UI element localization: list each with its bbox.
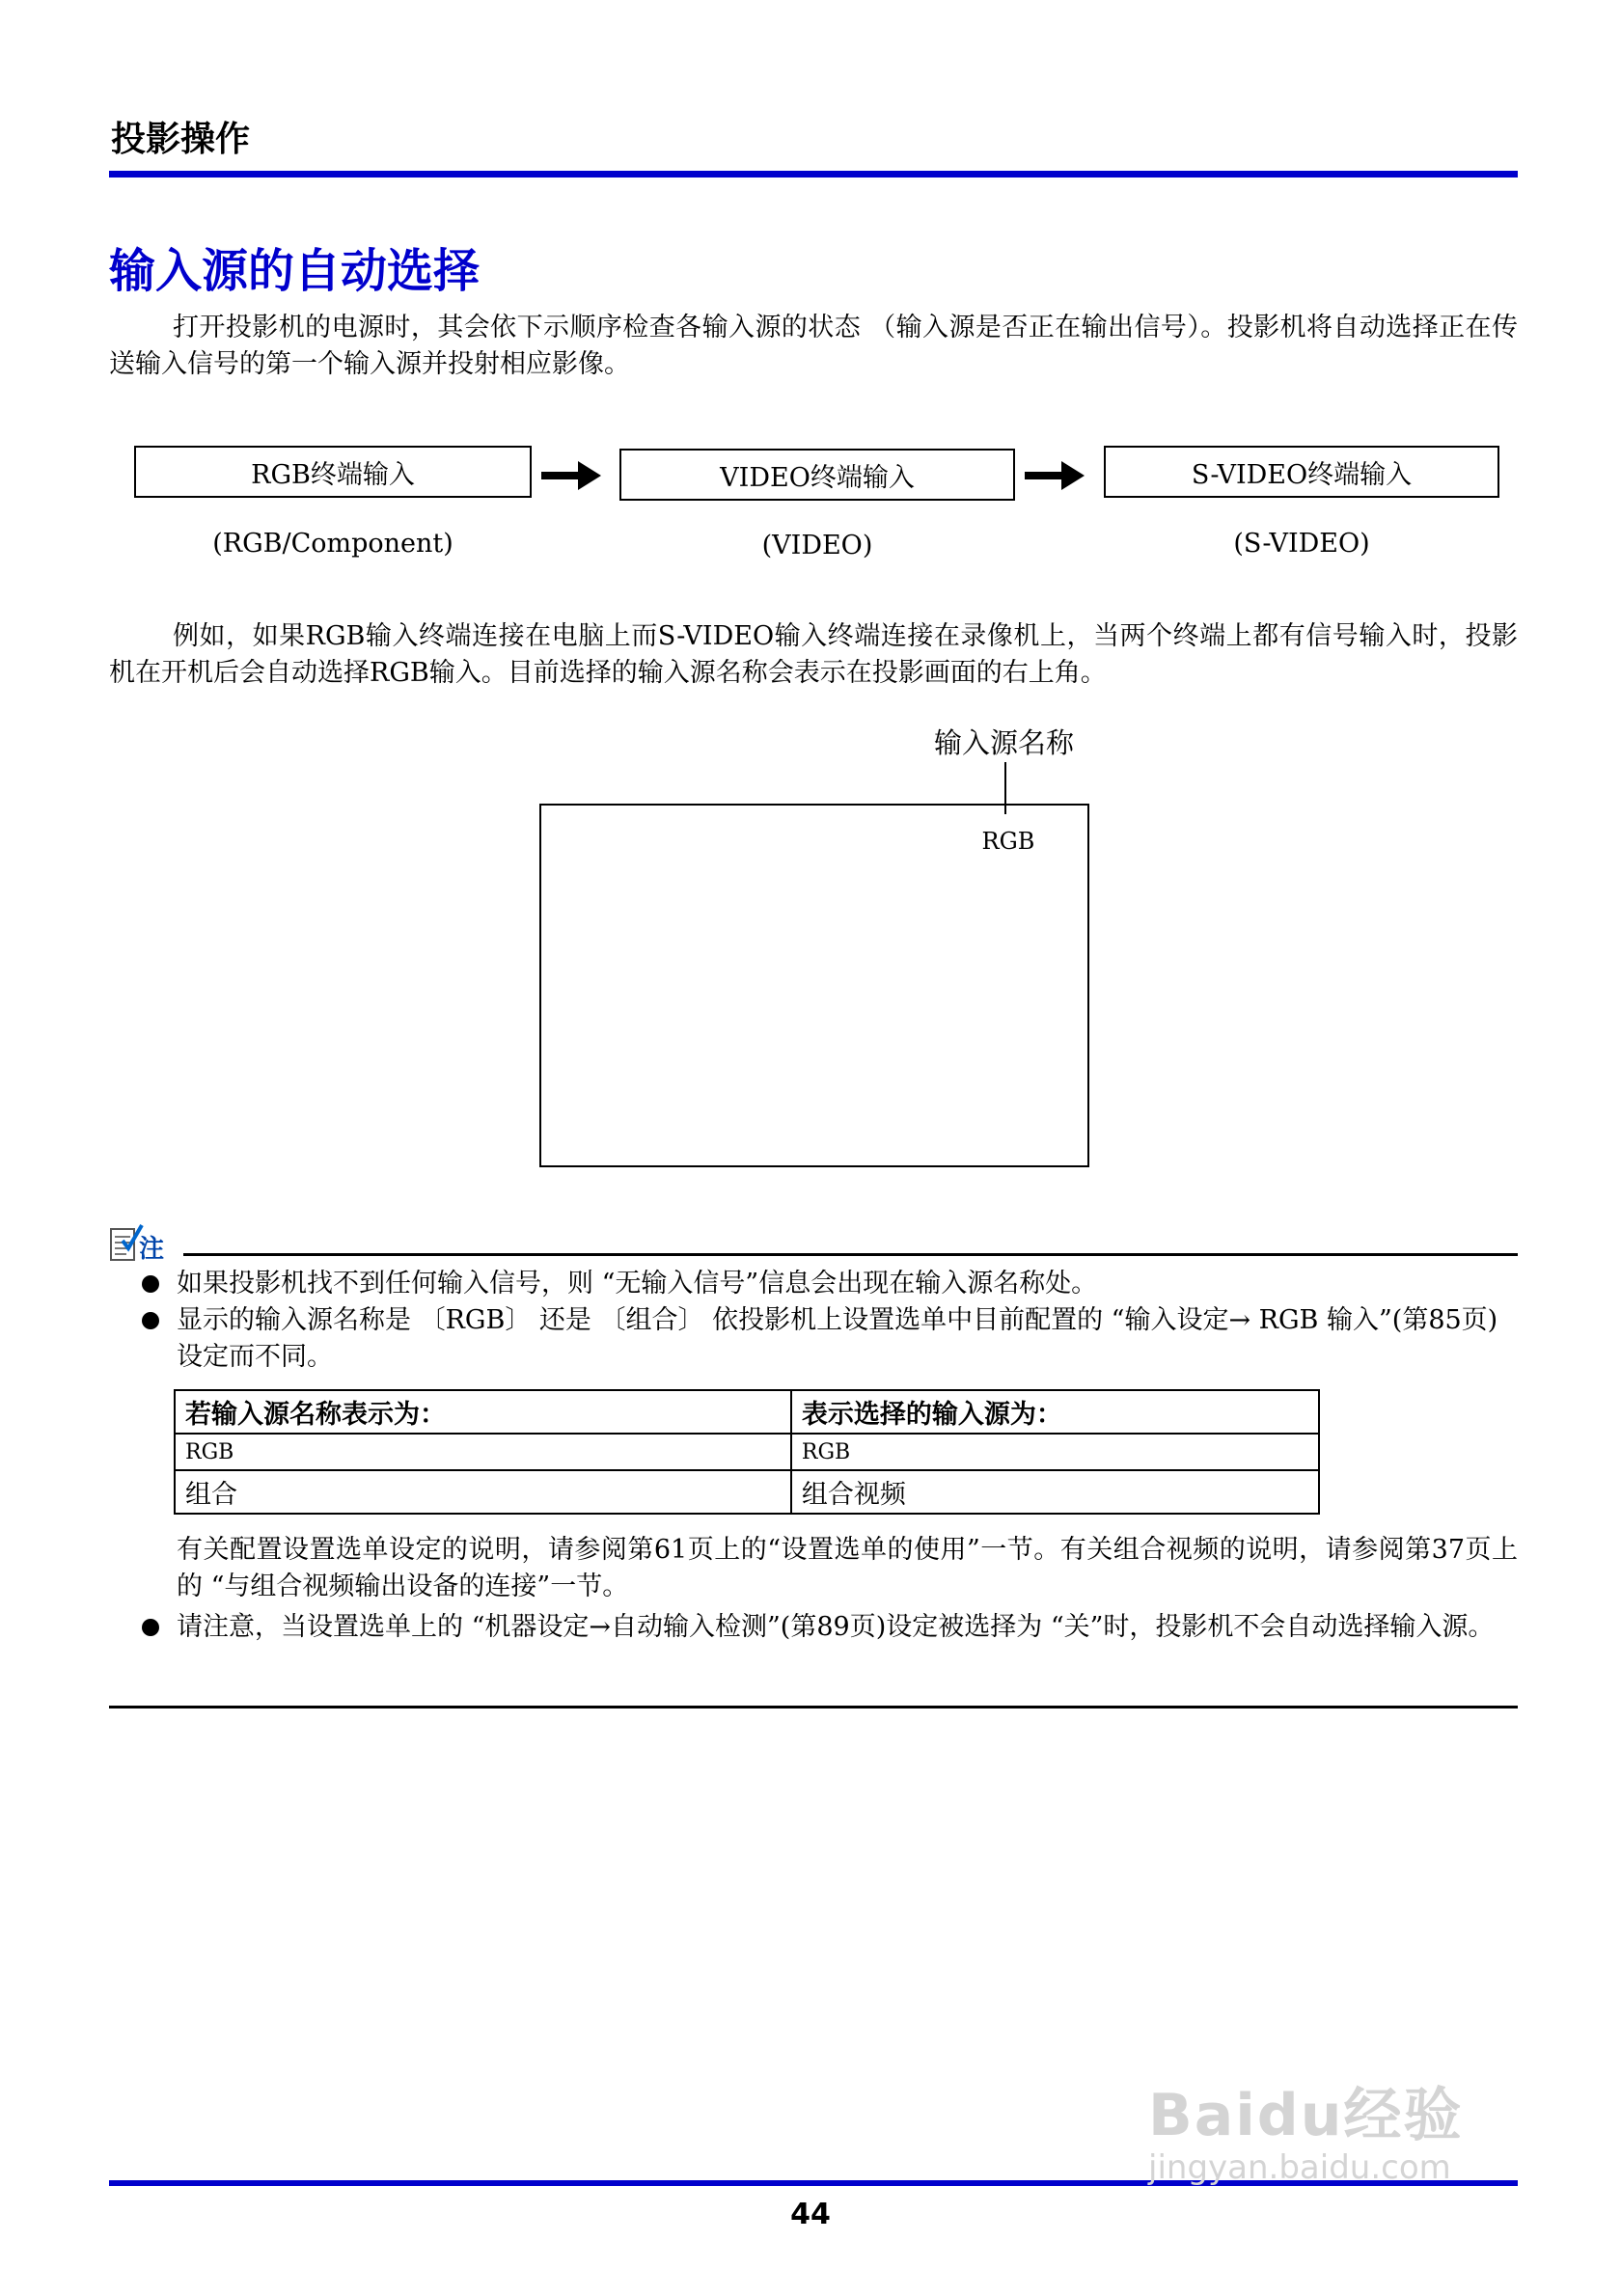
watermark-url: jingyan.baidu.com <box>1148 2148 1451 2187</box>
callout-label: 输入源名称 <box>934 726 1075 759</box>
section-title: 输入源的自动选择 <box>109 244 481 298</box>
flow-step-video: VIDEO终端输入 <box>619 449 1015 501</box>
note-item: 如果投影机找不到任何输入信号，则 “无输入信号”信息会出现在输入源名称处。 <box>142 1266 1518 1302</box>
note-bottom-rule <box>109 1706 1518 1708</box>
example-paragraph: 例如，如果RGB输入终端连接在电脑上而S-VIDEO输入终端连接在录像机上，当两个终端上都有信号输入时，投影机在开机后会自动选择RGB输入。目前选择的输入源名称会表示在投影画面的右上角。 <box>109 621 1518 688</box>
table-header-cell: 表示选择的输入源为： <box>791 1390 1319 1434</box>
note-item: 请注意，当设置选单上的 “机器设定→自动输入检测”(第89页)设定被选择为 “关”时，投影机不会自动选择输入源。 <box>142 1609 1518 1646</box>
bullet-icon <box>142 1312 159 1329</box>
watermark <box>1148 2069 1463 2187</box>
note-top-rule <box>183 1253 1518 1256</box>
header-title: 投影操作 <box>111 120 251 159</box>
source-name-table <box>174 1389 1320 1515</box>
bullet-icon <box>142 1619 159 1636</box>
note-item: 显示的输入源名称是 〔RGB〕 还是 〔组合〕 依投影机上设置选单中目前配置的 “输入设定→ RGB 输入”(第85页)设定而不同。 <box>142 1302 1518 1376</box>
flow-arrow-icon <box>541 461 601 490</box>
table-cell: 组合 <box>175 1470 791 1514</box>
intro-paragraph: 打开投影机的电源时，其会依下示顺序检查各输入源的状态 （输入源是否正在输出信号）。投影机将自动选择正在传送输入信号的第一个输入源并投射相应影像。 <box>109 313 1518 379</box>
flow-caption-video: (VIDEO) <box>761 531 873 560</box>
flow-step-rgb: RGB终端输入 <box>134 446 532 498</box>
table-header-row <box>175 1390 1319 1434</box>
header-rule <box>109 171 1518 178</box>
projected-screen <box>539 804 1089 1167</box>
table-cell: 组合视频 <box>791 1470 1319 1514</box>
flow-arrow-icon <box>1025 461 1085 490</box>
source-name-label: RGB <box>981 828 1035 855</box>
table-cell: RGB <box>791 1434 1319 1470</box>
note-label: 注 <box>139 1235 165 1264</box>
table-header-cell: 若输入源名称表示为： <box>175 1390 791 1434</box>
flow-caption-svideo: (S-VIDEO) <box>1233 529 1370 559</box>
note-list-last <box>142 1609 1518 1646</box>
bullet-icon <box>142 1275 159 1293</box>
flow-caption-rgb: (RGB/Component) <box>212 529 453 559</box>
table-followup-text: 有关配置设置选单设定的说明，请参阅第61页上的“设置选单的使用”一节。有关组合视频的说明，请参阅第37页上的 “与组合视频输出设备的连接”一节。 <box>177 1535 1518 1601</box>
note-list <box>142 1266 1518 1376</box>
table-row <box>175 1434 1319 1470</box>
table-cell: RGB <box>175 1434 791 1470</box>
page-number: 44 <box>790 2198 831 2231</box>
watermark-logo: Baidu经验 <box>1148 2082 1464 2149</box>
table-row <box>175 1470 1319 1514</box>
flow-step-svideo: S-VIDEO终端输入 <box>1104 446 1499 498</box>
